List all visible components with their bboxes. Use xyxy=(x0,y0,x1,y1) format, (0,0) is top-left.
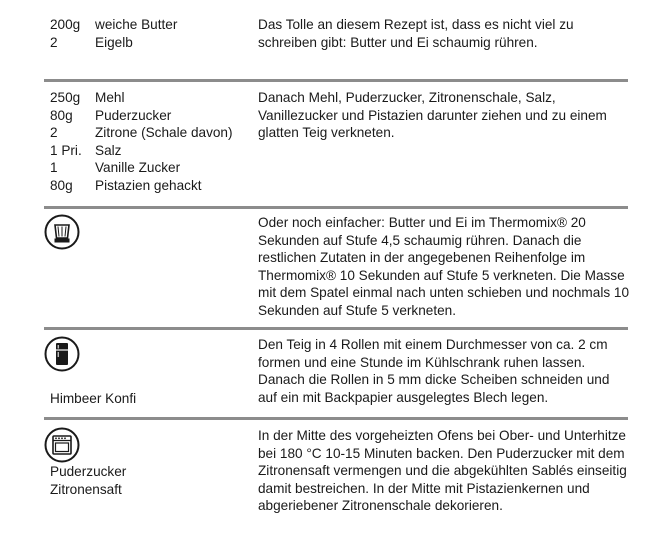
ingredient-qty: 1 Pri. xyxy=(50,142,82,158)
section-thermomix xyxy=(0,214,666,322)
ingredient-row xyxy=(50,142,250,160)
ingredient-qty: 200g xyxy=(50,17,81,32)
step-description xyxy=(258,16,630,51)
ingredient-qty: 80g xyxy=(50,107,73,123)
step-description xyxy=(258,89,630,142)
ingredient-row xyxy=(50,89,250,107)
oven-icon xyxy=(44,427,80,463)
section-butter-egg xyxy=(0,16,666,76)
step-text: Den Teig in 4 Rollen mit einem Durchmesser von ca. 2 cm formen und eine Stunde im Kühlschrank ruhen lassen. Danach die Rollen in 5 mm dicke Scheiben schneiden und auf ein mit Backpapier ausgelegtes Blech legen. xyxy=(258,337,610,405)
step-text: Das Tolle an diesem Rezept ist, dass es nicht viel zu schreiben gibt: Butter und Ei schaumig rühren. xyxy=(258,17,574,50)
section-divider xyxy=(44,327,628,330)
ingredient-row xyxy=(50,159,250,177)
thermomix-icon xyxy=(44,214,80,250)
ingredient-qty: 250g xyxy=(50,90,81,105)
ingredient-name: Eigelb xyxy=(95,34,133,50)
section-divider xyxy=(44,417,628,420)
ingredient-list xyxy=(50,89,250,195)
section-shaping xyxy=(0,336,666,416)
section-dough xyxy=(0,89,666,201)
side-label-1: Puderzucker xyxy=(50,464,127,479)
ingredient-name: weiche Butter xyxy=(95,17,178,32)
ingredient-name: Salz xyxy=(95,142,122,158)
ingredient-list xyxy=(50,16,250,51)
fridge-icon xyxy=(44,336,80,372)
ingredient-qty: 2 xyxy=(50,34,58,50)
ingredient-row xyxy=(50,34,250,52)
section-divider xyxy=(44,79,628,82)
step-text: In der Mitte des vorgeheizten Ofens bei Ober- und Unterhitze bei 180 °C 10-15 Minuten backen. Den Puderzucker mit dem Zitronensaft vermengen und die abgekühlten Sablés einseitig damit bestreichen. In der Mitte mit Pistazienkernen und abgeriebener Zitronenschale dekorieren. xyxy=(258,428,627,514)
step-text: Oder noch einfacher: Butter und Ei im Thermomix® 20 Sekunden auf Stufe 4,5 schaumig rühren. Danach die restlichen Zutaten in der angegebenen Reihenfolge im Thermomix® 10 Sekunden auf Stufe 5 verkneten. Die Masse mit dem Spatel einmal nach unten schieben und nochmals 10 Sekunden auf Stufe 5 verkneten. xyxy=(258,215,630,318)
ingredient-name: Pistazien gehackt xyxy=(95,177,202,193)
ingredient-row xyxy=(50,107,250,125)
section-baking xyxy=(0,427,666,537)
ingredient-row xyxy=(50,16,250,34)
ingredient-name: Puderzucker xyxy=(95,107,172,123)
step-description xyxy=(258,427,630,515)
ingredient-qty: 1 xyxy=(50,160,58,176)
ingredient-row xyxy=(50,124,250,142)
step-description xyxy=(258,214,630,320)
ingredient-name: Mehl xyxy=(95,90,125,105)
ingredient-row xyxy=(50,177,250,195)
ingredient-qty: 80g xyxy=(50,177,73,193)
side-label: Himbeer Konfi xyxy=(50,391,137,406)
section-divider xyxy=(44,206,628,209)
ingredient-name: Zitrone (Schale davon) xyxy=(95,125,233,141)
side-label-2: Zitronensaft xyxy=(50,482,122,497)
step-text: Danach Mehl, Puderzucker, Zitronenschale, Salz, Vanillezucker und Pistazien darunter ziehen und zu einem glatten Teig verkneten. xyxy=(258,90,607,141)
ingredient-name: Vanille Zucker xyxy=(95,160,181,176)
step-description xyxy=(258,336,630,406)
ingredient-qty: 2 xyxy=(50,125,58,141)
